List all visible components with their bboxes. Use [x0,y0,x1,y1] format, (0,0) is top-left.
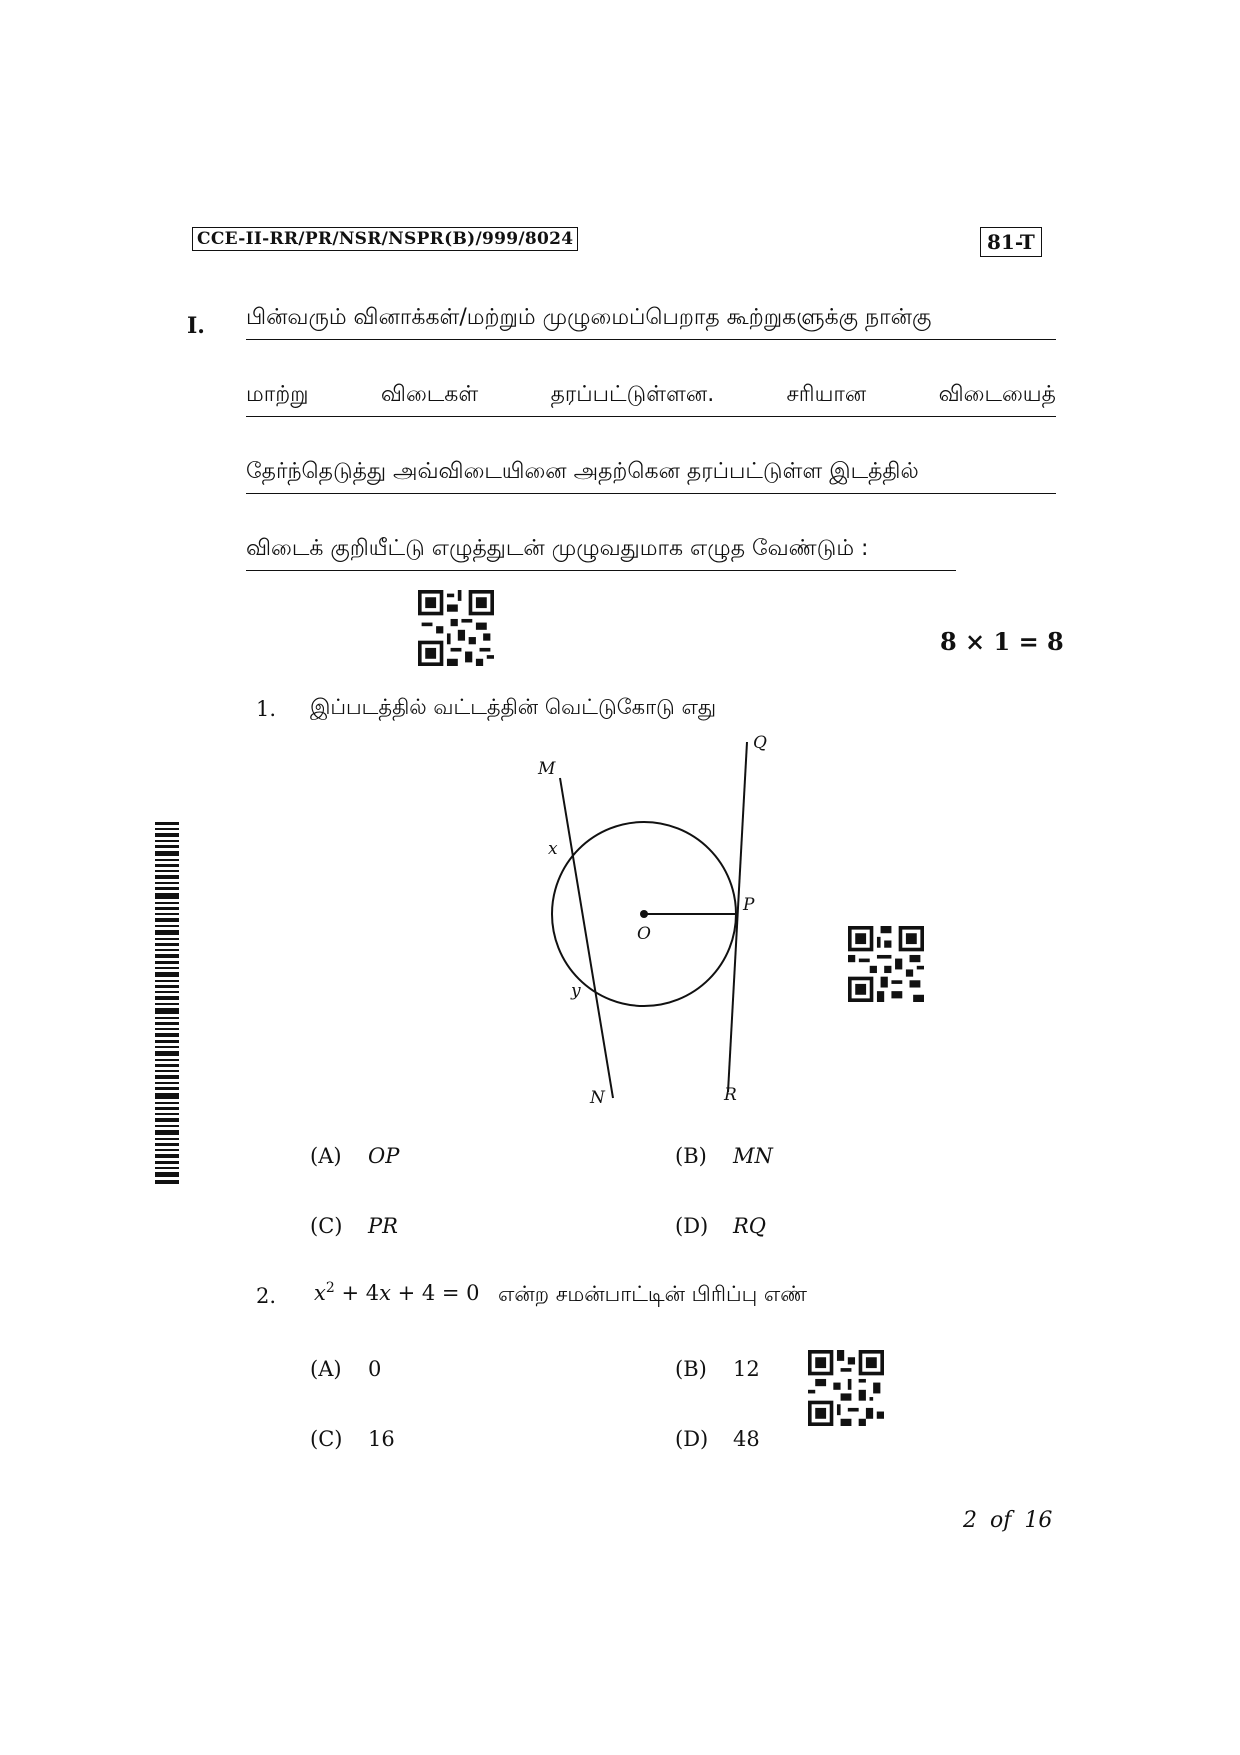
eq-exponent: 2 [325,1280,335,1296]
label-p: P [743,895,755,915]
q1-option-a[interactable] [310,1144,399,1168]
q1-option-b[interactable] [675,1144,773,1168]
qr-code-icon [848,926,924,1002]
label-o: O [637,924,651,944]
q2-option-a[interactable] [310,1357,381,1381]
option-value: PR [368,1214,398,1238]
option-label: (A) [310,1357,342,1381]
paper-code: 81-T [980,227,1042,257]
option-value: RQ [733,1214,767,1238]
option-value: 48 [733,1427,760,1451]
circle-secant-figure [500,730,800,1110]
option-value: MN [733,1144,773,1168]
label-n: N [590,1088,605,1108]
instruction-line-4: விடைக் குறியீட்டு எழுத்துடன் முழுவதுமாக எழுத வேண்டும் : [246,536,956,571]
label-m: M [538,759,556,779]
eq-var-x: x [379,1281,391,1305]
q2-option-b[interactable] [675,1357,760,1381]
option-label: (D) [675,1427,709,1451]
instruction-line-2: மாற்று விடைகள் தரப்பட்டுள்ளன. சரியான விடையைத் [246,382,1056,417]
instruction-line-3: தேர்ந்தெடுத்து அவ்விடையினை அதற்கென தரப்பட்டுள்ள இடத்தில் [246,459,1056,494]
option-value: 0 [368,1357,382,1381]
qr-code-icon [808,1350,884,1426]
q1-option-d[interactable] [675,1214,766,1238]
question-2-equation [314,1280,480,1305]
question-1-text: இப்படத்தில் வட்டத்தின் வெட்டுகோடு எது [310,695,717,719]
q2-option-c[interactable] [310,1427,395,1451]
q2-option-d[interactable] [675,1427,760,1451]
instruction-line-1: பின்வரும் வினாக்கள்/மற்றும் முழுமைப்பெறாத கூற்றுகளுக்கு நான்கு [246,305,1056,340]
option-label: (B) [675,1144,707,1168]
label-x: x [548,839,558,859]
option-value: OP [368,1144,400,1168]
barcode-icon [155,822,179,1184]
question-2-number: 2. [256,1284,277,1308]
q1-option-c[interactable] [310,1214,398,1238]
label-q: Q [753,733,767,753]
option-value: 12 [733,1357,760,1381]
qr-code-icon [418,590,494,666]
tangent-line-qr [728,742,747,1092]
page-number: 2 of 16 [963,1508,1053,1533]
label-y: y [571,981,581,1001]
center-point [640,910,648,918]
eq-part: + 4 [334,1281,380,1305]
option-value: 16 [368,1427,395,1451]
marks-allocation: 8 × 1 = 8 [940,627,1064,656]
question-2-text: என்ற சமன்பாட்டின் பிரிப்பு எண் [498,1282,807,1306]
option-label: (A) [310,1144,342,1168]
section-number: I. [187,313,205,339]
option-label: (C) [310,1427,343,1451]
eq-part: + 4 = 0 [390,1281,480,1305]
secant-line-mn [560,778,613,1098]
question-1-number: 1. [256,697,277,721]
exam-code: CCE-II-RR/PR/NSR/NSPR(B)/999/8024 [192,227,578,251]
option-label: (D) [675,1214,709,1238]
label-r: R [724,1085,737,1105]
option-label: (B) [675,1357,707,1381]
option-label: (C) [310,1214,343,1238]
eq-var-x: x [314,1281,326,1305]
